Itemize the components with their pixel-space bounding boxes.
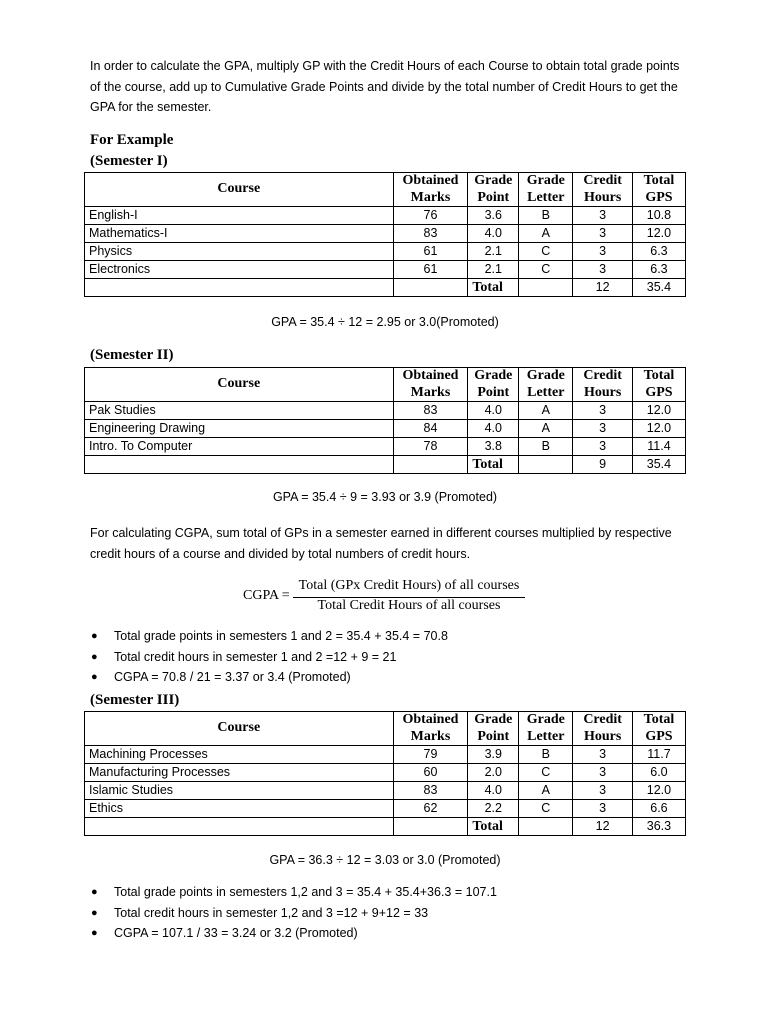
course-cell: Machining Processes xyxy=(85,746,394,764)
empty-cell xyxy=(85,279,394,297)
bullet-icon: ● xyxy=(91,886,98,898)
header-credit-hours: Credit Hours xyxy=(573,173,633,207)
header-course: Course xyxy=(85,712,394,746)
bullet-icon: ● xyxy=(91,927,98,939)
total-gps-cell: 12.0 xyxy=(632,225,685,243)
formula-lhs: CGPA = xyxy=(243,588,290,603)
table-header-row xyxy=(85,173,686,207)
list-item-text: Total credit hours in semester 1 and 2 =12 + 9 = 21 xyxy=(114,649,397,664)
marks-cell: 79 xyxy=(393,746,468,764)
semester-3-heading: (Semester III) xyxy=(90,692,180,708)
header-credit-hours: Credit Hours xyxy=(573,368,633,402)
list-item xyxy=(90,647,448,668)
course-cell: Physics xyxy=(85,243,394,261)
header-total-gps: Total GPS xyxy=(632,173,685,207)
credit-hours-cell: 3 xyxy=(573,420,633,438)
cgpa-bullets-1 xyxy=(90,626,448,688)
total-gps-cell: 11.7 xyxy=(632,746,685,764)
header-grade-letter: Grade Letter xyxy=(519,173,573,207)
semester-2-table xyxy=(84,367,686,474)
header-grade-point: Grade Point xyxy=(468,712,519,746)
formula-numerator: Total (GPx Credit Hours) of all courses xyxy=(298,578,520,593)
list-item xyxy=(90,903,497,924)
marks-cell: 83 xyxy=(393,225,468,243)
grade-letter-cell: A xyxy=(519,782,573,800)
total-gps-cell: 12.0 xyxy=(632,420,685,438)
semester-3-table xyxy=(84,711,686,836)
grade-point-cell: 4.0 xyxy=(468,420,519,438)
credit-hours-cell: 3 xyxy=(573,261,633,279)
bullet-icon: ● xyxy=(91,671,98,683)
grade-letter-cell: B xyxy=(519,207,573,225)
total-credit-hours: 9 xyxy=(573,456,633,474)
table-row xyxy=(85,764,686,782)
table-row xyxy=(85,402,686,420)
grade-point-cell: 4.0 xyxy=(468,402,519,420)
list-item-text: Total grade points in semesters 1 and 2 = 35.4 + 35.4 = 70.8 xyxy=(114,629,448,643)
header-course: Course xyxy=(85,368,394,402)
table-total-row xyxy=(85,279,686,297)
course-cell: Ethics xyxy=(85,800,394,818)
marks-cell: 83 xyxy=(393,402,468,420)
marks-cell: 61 xyxy=(393,243,468,261)
empty-cell xyxy=(85,818,394,836)
table-total-row xyxy=(85,456,686,474)
example-heading: For Example xyxy=(90,132,174,148)
marks-cell: 78 xyxy=(393,438,468,456)
table-row xyxy=(85,207,686,225)
grade-point-cell: 3.9 xyxy=(468,746,519,764)
credit-hours-cell: 3 xyxy=(573,402,633,420)
grade-letter-cell: A xyxy=(519,402,573,420)
course-cell: Pak Studies xyxy=(85,402,394,420)
course-cell: Electronics xyxy=(85,261,394,279)
grade-point-cell: 2.0 xyxy=(468,764,519,782)
header-credit-hours: Credit Hours xyxy=(573,712,633,746)
marks-cell: 76 xyxy=(393,207,468,225)
table-header-row xyxy=(85,712,686,746)
header-grade-letter: Grade Letter xyxy=(519,368,573,402)
total-gps-sum: 36.3 xyxy=(632,818,685,836)
table-row xyxy=(85,420,686,438)
course-cell: Islamic Studies xyxy=(85,782,394,800)
list-item-text: CGPA = 70.8 / 21 = 3.37 or 3.4 (Promoted) xyxy=(114,670,351,684)
total-gps-cell: 6.0 xyxy=(632,764,685,782)
table-row xyxy=(85,243,686,261)
credit-hours-cell: 3 xyxy=(573,764,633,782)
marks-cell: 61 xyxy=(393,261,468,279)
bullet-icon: ● xyxy=(91,630,98,642)
course-cell: Manufacturing Processes xyxy=(85,764,394,782)
list-item-text: Total credit hours in semester 1,2 and 3 =12 + 9+12 = 33 xyxy=(114,905,429,920)
empty-cell xyxy=(519,456,573,474)
table-row xyxy=(85,225,686,243)
header-course: Course xyxy=(85,173,394,207)
course-cell: Engineering Drawing xyxy=(85,420,394,438)
marks-cell: 60 xyxy=(393,764,468,782)
intro-paragraph: In order to calculate the GPA, multiply GP with the Credit Hours of each Course to obtain total grade points of the course, add up to Cumulative Grade Points and divide by the total number of Credit Hours to get the GPA for the semester. xyxy=(90,59,680,114)
course-cell: Intro. To Computer xyxy=(85,438,394,456)
cgpa-paragraph: For calculating CGPA, sum total of GPs in a semester earned in different courses multiplied by respective credit hours of a course and divided by total numbers of credit hours. xyxy=(90,526,672,561)
empty-cell xyxy=(393,279,468,297)
grade-letter-cell: B xyxy=(519,438,573,456)
grade-letter-cell: B xyxy=(519,746,573,764)
list-item-text: CGPA = 107.1 / 33 = 3.24 or 3.2 (Promoted) xyxy=(114,926,358,940)
table-row xyxy=(85,800,686,818)
marks-cell: 83 xyxy=(393,782,468,800)
table-row xyxy=(85,438,686,456)
bullet-icon: ● xyxy=(91,650,98,663)
grade-point-cell: 4.0 xyxy=(468,782,519,800)
course-cell: English-I xyxy=(85,207,394,225)
grade-point-cell: 2.1 xyxy=(468,261,519,279)
header-total-gps: Total GPS xyxy=(632,712,685,746)
grade-letter-cell: C xyxy=(519,764,573,782)
grade-point-cell: 4.0 xyxy=(468,225,519,243)
total-gps-cell: 6.6 xyxy=(632,800,685,818)
semester-1-table xyxy=(84,172,686,297)
credit-hours-cell: 3 xyxy=(573,243,633,261)
empty-cell xyxy=(393,456,468,474)
semester-3-gpa: GPA = 36.3 ÷ 12 = 3.03 or 3.0 (Promoted) xyxy=(269,853,501,867)
credit-hours-cell: 3 xyxy=(573,782,633,800)
list-item xyxy=(90,923,497,944)
table-total-row xyxy=(85,818,686,836)
grade-letter-cell: A xyxy=(519,420,573,438)
table-row xyxy=(85,261,686,279)
course-cell: Mathematics-I xyxy=(85,225,394,243)
total-credit-hours: 12 xyxy=(573,818,633,836)
total-gps-cell: 11.4 xyxy=(632,438,685,456)
list-item-text: Total grade points in semesters 1,2 and 3 = 35.4 + 35.4+36.3 = 107.1 xyxy=(114,885,497,899)
empty-cell xyxy=(519,818,573,836)
grade-letter-cell: A xyxy=(519,225,573,243)
total-gps-sum: 35.4 xyxy=(632,456,685,474)
total-credit-hours: 12 xyxy=(573,279,633,297)
total-gps-cell: 6.3 xyxy=(632,243,685,261)
grade-letter-cell: C xyxy=(519,243,573,261)
marks-cell: 84 xyxy=(393,420,468,438)
total-gps-cell: 12.0 xyxy=(632,402,685,420)
cgpa-bullets-2 xyxy=(90,882,497,944)
grade-letter-cell: C xyxy=(519,261,573,279)
list-item xyxy=(90,626,448,647)
total-label: Total xyxy=(468,456,519,474)
table-row xyxy=(85,746,686,764)
header-obtained-marks: Obtained Marks xyxy=(393,368,468,402)
total-gps-cell: 6.3 xyxy=(632,261,685,279)
total-label: Total xyxy=(468,279,519,297)
table-row xyxy=(85,782,686,800)
semester-2-heading: (Semester II) xyxy=(90,347,174,363)
total-label: Total xyxy=(468,818,519,836)
header-grade-letter: Grade Letter xyxy=(519,712,573,746)
credit-hours-cell: 3 xyxy=(573,207,633,225)
credit-hours-cell: 3 xyxy=(573,438,633,456)
grade-letter-cell: C xyxy=(519,800,573,818)
credit-hours-cell: 3 xyxy=(573,800,633,818)
grade-point-cell: 2.1 xyxy=(468,243,519,261)
table-header-row xyxy=(85,368,686,402)
grade-point-cell: 2.2 xyxy=(468,800,519,818)
empty-cell xyxy=(393,818,468,836)
cgpa-formula xyxy=(243,578,543,614)
marks-cell: 62 xyxy=(393,800,468,818)
header-obtained-marks: Obtained Marks xyxy=(393,712,468,746)
bullet-icon: ● xyxy=(91,906,98,919)
formula-denominator: Total Credit Hours of all courses xyxy=(317,598,501,613)
header-grade-point: Grade Point xyxy=(468,368,519,402)
grade-point-cell: 3.6 xyxy=(468,207,519,225)
header-obtained-marks: Obtained Marks xyxy=(393,173,468,207)
empty-cell xyxy=(519,279,573,297)
header-total-gps: Total GPS xyxy=(632,368,685,402)
list-item xyxy=(90,882,497,903)
header-grade-point: Grade Point xyxy=(468,173,519,207)
grade-point-cell: 3.8 xyxy=(468,438,519,456)
list-item xyxy=(90,667,448,688)
credit-hours-cell: 3 xyxy=(573,746,633,764)
semester-2-gpa: GPA = 35.4 ÷ 9 = 3.93 or 3.9 (Promoted) xyxy=(272,490,498,504)
total-gps-cell: 12.0 xyxy=(632,782,685,800)
total-gps-cell: 10.8 xyxy=(632,207,685,225)
total-gps-sum: 35.4 xyxy=(632,279,685,297)
semester-1-heading: (Semester I) xyxy=(90,153,168,169)
credit-hours-cell: 3 xyxy=(573,225,633,243)
empty-cell xyxy=(85,456,394,474)
semester-1-gpa: GPA = 35.4 ÷ 12 = 2.95 or 3.0(Promoted) xyxy=(271,315,499,329)
